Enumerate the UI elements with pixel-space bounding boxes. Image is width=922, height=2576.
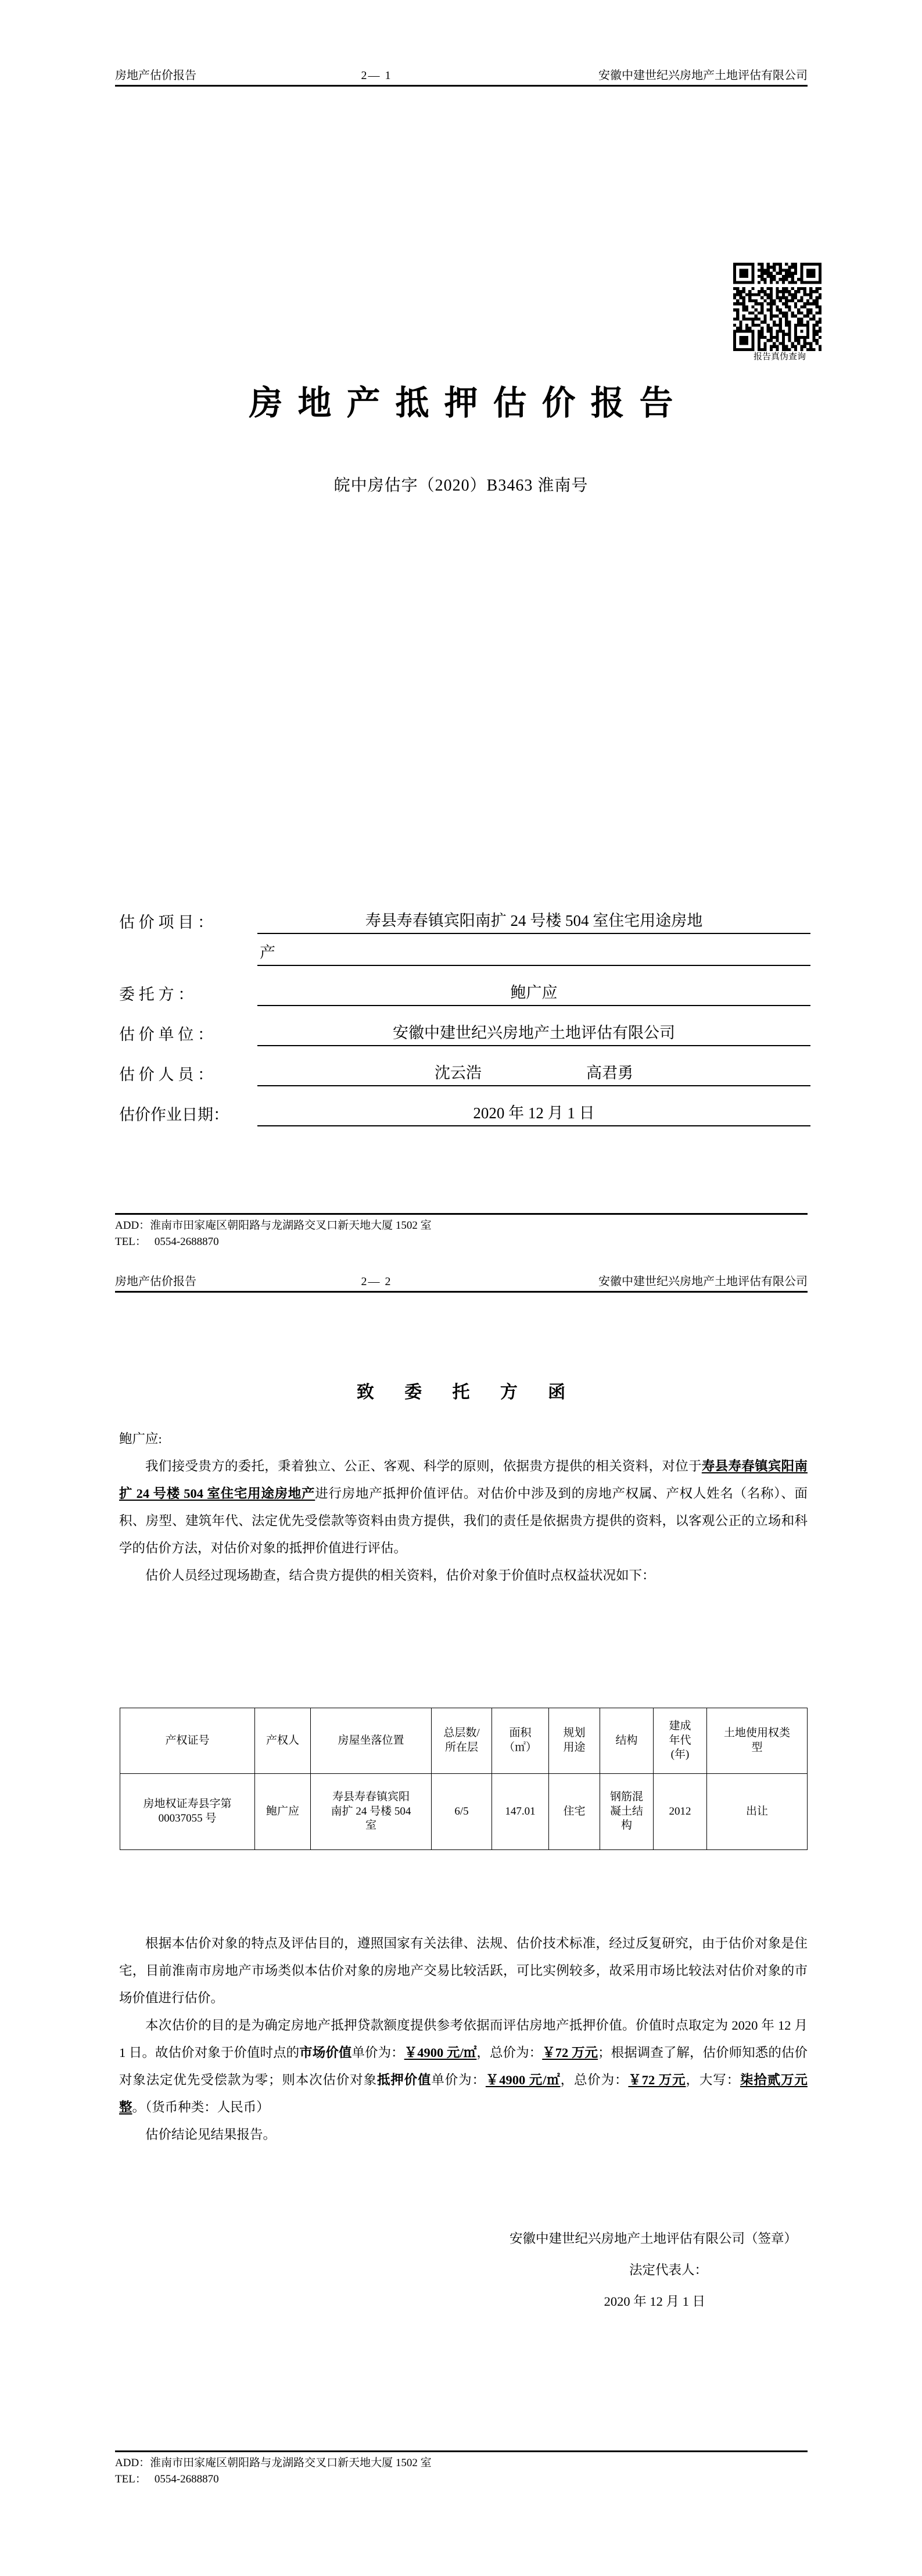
letter-title: 致 委 托 方 函 (356, 1383, 579, 1402)
market-value-label: 市场价值 (299, 2045, 352, 2060)
para4-text-c: ，总价为： (476, 2045, 543, 2060)
th-certificate-no: 产权证号 (120, 1708, 255, 1774)
cell-land-right-type: 出让 (707, 1774, 808, 1850)
running-header-page-number: 2— 2 (361, 1275, 392, 1288)
th-floors-line1: 总层数/ (443, 1727, 480, 1740)
th-floors-line2: 所在层 (444, 1741, 478, 1754)
th-land-right-line1: 土地使用权类 (723, 1727, 790, 1740)
field-row-work-date (119, 1100, 810, 1126)
th-area-unit-pre: （㎡ (503, 1741, 526, 1754)
running-header-page2 (115, 1275, 808, 1293)
running-header-left: 房地产估价报告 (115, 1275, 196, 1288)
para4-text-a: 本次估价的目的是为确定房地产抵押贷款额度提供参考依据而评估房地产抵押价值。价值时点取定为 2020 年 12 月 1 日。故估价对象于价值时点的 (119, 2018, 808, 2060)
field-label-project: 估 价 项 目 ： (119, 914, 213, 931)
th-location: 房屋坐落位置 (311, 1708, 432, 1774)
letter-body-upper (119, 1425, 808, 1589)
telephone-value: 0554-2688870 (154, 2473, 219, 2485)
signature-date: 2020 年 12 月 1 日 (604, 2294, 705, 2309)
para4-text-g: ，大写： (686, 2073, 740, 2087)
qr-caption-label: 报告真伪查询 (753, 352, 806, 362)
para4-text-d: ；根据调查了解，估价师知悉的估价对象法定优先受偿款为零；则本次估价对象 (119, 2045, 808, 2087)
amount-in-words: 柒拾贰万元整 (119, 2073, 808, 2115)
letter-paragraph-2: 估价人员经过现场勘查，结合贵方提供的相关资料，估价对象于价值时点权益状况如下： (145, 1568, 655, 1583)
mortgage-value-label: 抵押价值 (376, 2073, 432, 2087)
th-land-right-type (707, 1708, 808, 1774)
property-info-table (120, 1708, 808, 1850)
running-header-rule (115, 85, 808, 87)
letter-paragraph-3: 根据本估价对象的特点及评估目的，遵照国家有关法律、法规、估价技术标准，经过反复研究，由于估价对象是住宅，目前淮南市房地产市场类似本估价对象的房地产交易比较活跃，可比实例较多，故采用市场比较法对估价对象的市场价值进行估价。 (119, 1936, 808, 2005)
letter-salutation: 鲍广应: (119, 1432, 162, 1446)
qr-verification-block[interactable] (733, 263, 826, 362)
cover-title: 房地产抵押估价报告 (249, 384, 688, 422)
field-value-project[interactable]: 寿县寿春镇宾阳南扩 24 号楼 504 室住宅用途房地 (257, 908, 810, 934)
th-year-built-line1: 建成 (669, 1719, 691, 1732)
th-year-built (654, 1708, 707, 1774)
para1-text-b: 进行房地产抵押价值评估。对估价中涉及到的房地产权属、产权人姓名（名称）、面积、房型、建筑年代、法定优先受偿款等资料由贵方提供，我们的责任是依据贵方提供的资料，以客观公正的立场和科学的估价方法，对估价对象的抵押价值进行评估。 (119, 1486, 808, 1555)
cert-no-line1: 房地权证寿县字第 (143, 1798, 232, 1811)
letter-paragraph-1 (119, 1452, 808, 1562)
field-row-project (119, 908, 810, 934)
field-label-appraisers: 估 价 人 员 ： (119, 1066, 213, 1083)
running-header-row (115, 69, 808, 85)
telephone-value: 0554-2688870 (154, 1235, 219, 1248)
para1-text-a: 我们接受贵方的委托，秉着独立、公正、客观、科学的原则，依据贵方提供的相关资料，对位于 (145, 1459, 702, 1473)
field-value-work-date[interactable]: 2020 年 12 月 1 日 (257, 1100, 810, 1126)
address-line (115, 1218, 808, 1234)
field-label-work-date: 估价作业日期： (119, 1106, 229, 1124)
address-value: 淮南市田家庵区朝阳路与龙湖路交叉口新天地大厦 1502 室 (150, 1219, 432, 1232)
th-year-built-line2: 年代 (669, 1734, 691, 1747)
cert-no-line2: 00037055 号 (158, 1812, 217, 1824)
property-info-table-wrapper (120, 1708, 807, 1850)
table-row (120, 1774, 808, 1850)
appraiser-name-1: 沈云浩 (435, 1064, 482, 1082)
structure-line2: 凝土结 (609, 1805, 643, 1817)
field-row-appraisal-firm (119, 1020, 810, 1046)
signature-company: 安徽中建世纪兴房地产土地评估有限公司（签章） (509, 2231, 797, 2246)
cell-floors: 6/5 (432, 1774, 492, 1850)
field-value-client[interactable]: 鲍广应 (257, 980, 810, 1006)
market-total-price: ￥72 万元 (542, 2045, 598, 2060)
structure-line1: 钢筋混 (609, 1790, 643, 1803)
th-year-built-line3: (年) (670, 1748, 690, 1761)
letter-paragraph-4 (119, 2012, 808, 2121)
telephone-line (115, 2471, 808, 2488)
running-header-page1 (115, 69, 808, 87)
th-planned-use (549, 1708, 600, 1774)
th-area-unit-post: ） (526, 1741, 537, 1754)
address-footer-rule (115, 2450, 808, 2452)
cell-certificate-no (120, 1774, 255, 1850)
signature-legal-representative: 法定代表人： (629, 2263, 708, 2277)
field-label-spacer (119, 946, 257, 966)
para4-text-e: 单价为： (431, 2073, 486, 2087)
running-header-page-number: 2— 1 (361, 69, 392, 82)
field-value-project-cont[interactable]: 产 (257, 940, 810, 966)
location-line3: 室 (365, 1819, 376, 1832)
cell-owner: 鲍广应 (255, 1774, 311, 1850)
cover-field-list (119, 908, 810, 1140)
field-row-client (119, 980, 810, 1006)
field-value-appraisal-firm[interactable]: 安徽中建世纪兴房地产土地评估有限公司 (257, 1020, 810, 1046)
field-value-appraisers[interactable] (257, 1060, 810, 1086)
th-owner: 产权人 (255, 1708, 311, 1774)
th-area-line1: 面积 (509, 1727, 532, 1740)
market-unit-price: ￥4900 元/㎡ (404, 2045, 477, 2060)
th-planned-use-line1: 规划 (563, 1727, 586, 1740)
field-row-project-cont (119, 940, 810, 966)
address-label: ADD： (115, 1219, 150, 1232)
appraiser-name-2: 高君勇 (586, 1064, 633, 1082)
mortgage-total-price: ￥72 万元 (628, 2073, 686, 2087)
address-footer-rule (115, 1213, 808, 1215)
th-floors (432, 1708, 492, 1774)
letter-body-lower (119, 1930, 808, 2148)
telephone-label: TEL： (115, 2473, 146, 2485)
address-line (115, 2455, 808, 2471)
letter-paragraph-5: 估价结论见结果报告。 (145, 2127, 277, 2142)
running-header-right: 安徽中建世纪兴房地产土地评估有限公司 (598, 69, 808, 82)
field-row-appraisers (119, 1060, 810, 1086)
telephone-line (115, 1234, 808, 1250)
address-label: ADD： (115, 2457, 150, 2469)
running-header-left: 房地产估价报告 (115, 69, 196, 82)
para4-text-b: 单价为： (351, 2045, 404, 2060)
para1-subject-property: 寿县寿春镇宾阳南扩 24 号楼 504 室住宅用途房地产 (119, 1459, 808, 1501)
th-area-line2 (494, 1741, 547, 1755)
cover-report-number: 皖中房估字（2020）B3463 淮南号 (333, 477, 589, 495)
cell-area: 147.01 (492, 1774, 549, 1850)
running-header-row (115, 1275, 808, 1291)
address-footer-page2 (115, 2450, 808, 2487)
appraiser-names (435, 1060, 633, 1083)
th-structure: 结构 (600, 1708, 654, 1774)
mortgage-unit-price: ￥4900 元/㎡ (485, 2073, 561, 2087)
address-value: 淮南市田家庵区朝阳路与龙湖路交叉口新天地大厦 1502 室 (150, 2457, 432, 2469)
field-label-client: 委 托 方 ： (119, 986, 194, 1003)
address-footer-page1 (115, 1213, 808, 1250)
structure-line3: 构 (620, 1819, 632, 1832)
telephone-label: TEL： (115, 1235, 146, 1248)
cell-planned-use: 住宅 (549, 1774, 600, 1850)
qr-code-icon[interactable] (733, 263, 821, 351)
running-header-right: 安徽中建世纪兴房地产土地评估有限公司 (598, 1275, 808, 1288)
location-line2: 南扩 24 号楼 504 (331, 1805, 411, 1817)
th-planned-use-line2: 用途 (563, 1741, 586, 1754)
location-line1: 寿县寿春镇宾阳 (332, 1790, 410, 1803)
signature-block (119, 2223, 808, 2317)
th-area (492, 1708, 549, 1774)
para4-text-h: 。（货币种类：人民币） (132, 2100, 270, 2115)
field-label-appraisal-firm: 估 价 单 位 ： (119, 1026, 213, 1043)
cell-location (311, 1774, 432, 1850)
table-header-row (120, 1708, 808, 1774)
th-land-right-line2: 型 (751, 1741, 763, 1754)
para4-text-f: ，总价为： (560, 2073, 629, 2087)
cell-year-built: 2012 (654, 1774, 707, 1850)
running-header-rule (115, 1291, 808, 1293)
cell-structure (600, 1774, 654, 1850)
